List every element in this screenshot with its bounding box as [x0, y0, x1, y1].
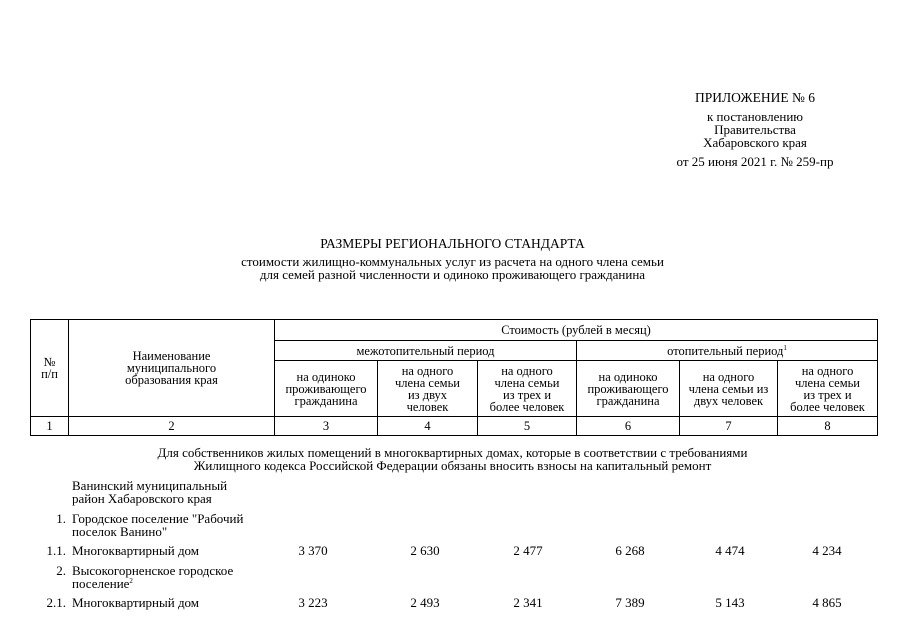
row-name: Многоквартирный дом	[72, 543, 200, 558]
column-number: 2	[69, 417, 275, 436]
value-cell: 7 389	[615, 595, 645, 610]
value-cell: 5 143	[715, 595, 745, 610]
value-cell: 2 477	[513, 543, 543, 558]
header-sub-cell: на одиноко проживающего гражданина	[577, 361, 680, 417]
header-period-nonheating: межотопительный период	[275, 341, 577, 361]
column-number: 1	[31, 417, 69, 436]
appendix-block	[640, 91, 870, 168]
header-cost-title: Стоимость (рублей в месяц)	[275, 320, 878, 341]
appendix-line: Хабаровского края	[703, 135, 807, 150]
column-number: 4	[378, 417, 478, 436]
table-header	[30, 319, 878, 436]
row-number: 1.1.	[46, 543, 66, 558]
value-cell: 2 341	[513, 595, 543, 610]
appendix-line: к постановлению	[706, 109, 804, 124]
header-num-cell: № п/п	[31, 320, 69, 417]
header-sub-cell: на одного члена семьи из трех и более человек	[478, 361, 577, 417]
document-title: РАЗМЕРЫ РЕГИОНАЛЬНОГО СТАНДАРТА	[320, 236, 585, 251]
subtitle-line: стоимости жилищно-коммунальных услуг из расчета на одного члена семьи	[241, 254, 664, 269]
header-period-heating: отопительный период$^1$	[577, 341, 878, 361]
column-number: 3	[275, 417, 378, 436]
appendix-title: ПРИЛОЖЕНИЕ № 6	[694, 90, 816, 105]
row-name: Городское поселение "Рабочий поселок Ванино"	[72, 511, 244, 539]
header-sub-cell: на одиноко проживающего гражданина	[275, 361, 378, 417]
row-number: 1.	[56, 511, 66, 526]
row-number: 2.1.	[46, 595, 66, 610]
row-name: Многоквартирный дом	[72, 595, 200, 610]
value-cell: 6 268	[615, 543, 645, 558]
value-cell: 3 223	[298, 595, 328, 610]
column-number: 6	[577, 417, 680, 436]
row-number: 2.	[56, 563, 66, 578]
document-subtitle	[0, 255, 905, 281]
header-sub-cell: на одного члена семьи из трех и более человек	[778, 361, 878, 417]
row-name: Высокогорненское городское поселение$^2$	[72, 563, 234, 591]
row-name: Ванинский муниципальный район Хабаровского края	[72, 478, 228, 506]
value-cell: 2 630	[410, 543, 440, 558]
value-cell: 3 370	[298, 543, 328, 558]
header-name-cell: Наименование муниципального образования края	[69, 320, 275, 417]
appendix-date: от 25 июня 2021 г. № 259-пр	[676, 154, 834, 169]
footnote-mark: 2	[129, 577, 133, 585]
column-number: 8	[778, 417, 878, 436]
section-note-line: Жилищного кодекса Российской Федерации обязаны вносить взносы на капитальный ремонт	[193, 458, 712, 473]
value-cell: 4 474	[715, 543, 745, 558]
subtitle-line: для семей разной численности и одиноко проживающего гражданина	[259, 267, 646, 282]
value-cell: 2 493	[410, 595, 440, 610]
value-cell: 4 865	[812, 595, 842, 610]
header-sub-cell: на одного члена семьи из двух человек	[680, 361, 778, 417]
value-cell: 4 234	[812, 543, 842, 558]
footnote-mark: 1	[783, 343, 787, 352]
section-note	[0, 446, 905, 472]
header-sub-cell: на одного члена семьи из двух человек	[378, 361, 478, 417]
appendix-line: Правительства	[714, 122, 796, 137]
column-number: 7	[680, 417, 778, 436]
column-number: 5	[478, 417, 577, 436]
section-note-line: Для собственников жилых помещений в многоквартирных домах, которые в соответствии с требованиями	[157, 445, 748, 460]
